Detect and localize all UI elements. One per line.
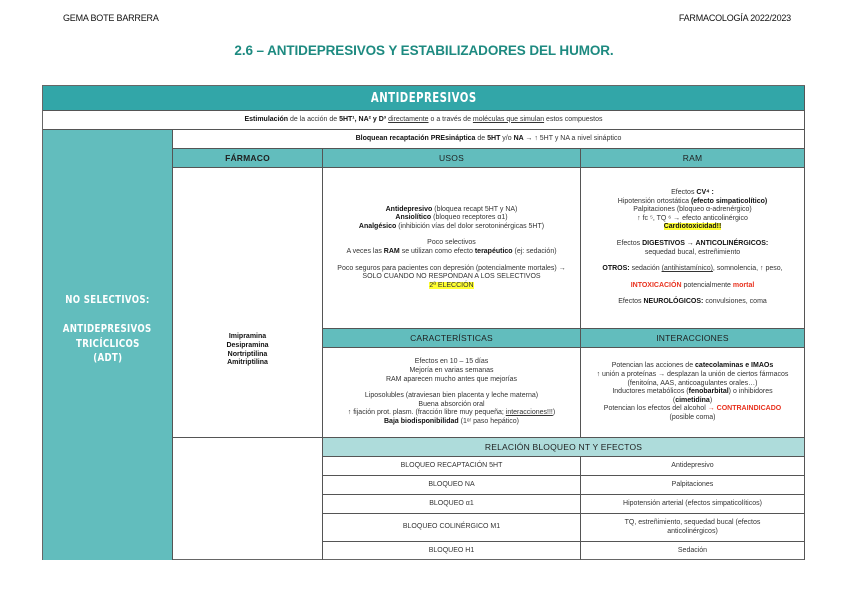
category-line-3: TRICÍCLICOS — [75, 337, 140, 350]
page-title: 2.6 – ANTIDEPRESIVOS Y ESTABILIZADORES DEL HUMOR. — [234, 43, 614, 58]
relacion-efecto: TQ, estreñimiento, sequedad bucal (efectos anticolinérgicos) — [581, 514, 805, 542]
category-line-2: ANTIDEPRESIVOS — [63, 323, 152, 335]
farmacos-cell — [173, 168, 323, 438]
table-main-header — [43, 86, 805, 111]
farmaco-item: Amitriptilina — [227, 359, 268, 367]
relacion-bloqueo: BLOQUEO RECAPTACIÓN 5HT — [323, 457, 581, 476]
column-header-interacciones: INTERACCIONES — [581, 329, 805, 348]
relacion-bloqueo: BLOQUEO NA — [323, 476, 581, 495]
caracteristicas-cell: Efectos en 10 – 15 días Mejoría en varias semanas RAM aparecen mucho antes que mejorías Liposolubles (atraviesan bien placenta y leche materna) Buena absorción oral ↑ fijación prot. plasm. (fracción libre muy pequeña; interacciones!!!) Baja biodisponibilidad (1ᵉʳ paso hepático) — [323, 348, 581, 438]
relacion-bloqueo: BLOQUEO H1 — [323, 542, 581, 560]
course-label: FARMACOLOGÍA 2022/2023 — [678, 13, 791, 23]
stimulation-row: Estimulación de la acción de 5HT¹, NA² y D³ directamente o a través de moléculas que simulan estos compuestos — [43, 111, 805, 130]
relacion-header: RELACIÓN BLOQUEO NT Y EFECTOS — [323, 438, 805, 457]
relacion-bloqueo: BLOQUEO COLINÉRGICO M1 — [323, 514, 581, 542]
relacion-efecto: Antidepresivo — [581, 457, 805, 476]
relacion-bloqueo: BLOQUEO α1 — [323, 495, 581, 514]
relacion-efecto: Palpitaciones — [581, 476, 805, 495]
category-label-cell — [43, 130, 173, 560]
relacion-efecto: Sedación — [581, 542, 805, 560]
column-header-caracteristicas: CARACTERÍSTICAS — [323, 329, 581, 348]
ram-cell: Efectos CV⁴ : Hipotensión ortostática (efecto simpaticolítico) Palpitaciones (bloqueo α-adrenérgico) ↑ fc ⁵, TQ ⁶ → efecto anticolinérgico Cardiotoxicidad!! Efectos DIGESTIVOS → ANTICOLINÉRGICOS: sequedad bucal, estreñimiento OTROS: sedación (antihistamínico), somnolencia, ↑ peso, INTOXICACIÓN potencialmente mortal Efectos NEUROLÓGICOS: convulsiones, coma — [581, 168, 805, 329]
author-name: GEMA BOTE BARRERA — [63, 13, 159, 23]
column-header-ram: RAM — [581, 149, 805, 168]
interacciones-cell: Potencian las acciones de catecolaminas e IMAOs ↑ unión a proteínas → desplazan la unión de ciertos fármacos (fenitoína, AAS, anticoagulantes orales…) Inductores metabólicos (fenobarbital) o inhibidores (cimetidina) Potencian los efectos del alcohol → CONTRAINDICADO (posible coma) — [581, 348, 805, 438]
column-header-farmaco: FÁRMACO — [173, 149, 323, 168]
antidepresivos-table — [42, 85, 805, 560]
relacion-spacer — [173, 438, 323, 560]
farmaco-item: Imipramina — [228, 333, 267, 341]
second-choice-highlight: 2ª ELECCIÓN — [429, 281, 474, 289]
relacion-efecto: Hipotensión arterial (efectos simpaticolíticos) — [581, 495, 805, 514]
cardiotoxicity-highlight: Cardiotoxicidad!! — [663, 223, 722, 231]
farmaco-item: Desipramina — [226, 341, 269, 349]
column-header-usos: USOS — [323, 149, 581, 168]
main-header-text: ANTIDEPRESIVOS — [370, 90, 477, 106]
mechanism-row: Bloquean recaptación PREsináptica de 5HT y/o NA → ↑ 5HT y NA a nivel sináptico — [173, 130, 805, 149]
category-line-4: (ADT) — [92, 352, 123, 364]
category-line-1: NO SELECTIVOS: — [65, 293, 150, 306]
farmaco-item: Nortriptilina — [227, 350, 268, 358]
usos-cell: Antidepresivo (bloquea recapt 5HT y NA) Ansiolítico (bloqueo receptores α1) Analgésico (inhibición vías del dolor serotoninérgicas 5HT) Poco selectivos A veces las RAM se utilizan como efecto terapéutico (ej: sedación) Poco seguros para pacientes con depresión (potencialmente mortales) → SOLO CUANDO NO RESPONDAN A LOS SELECTIVOS 2ª ELECCIÓN — [323, 168, 581, 329]
